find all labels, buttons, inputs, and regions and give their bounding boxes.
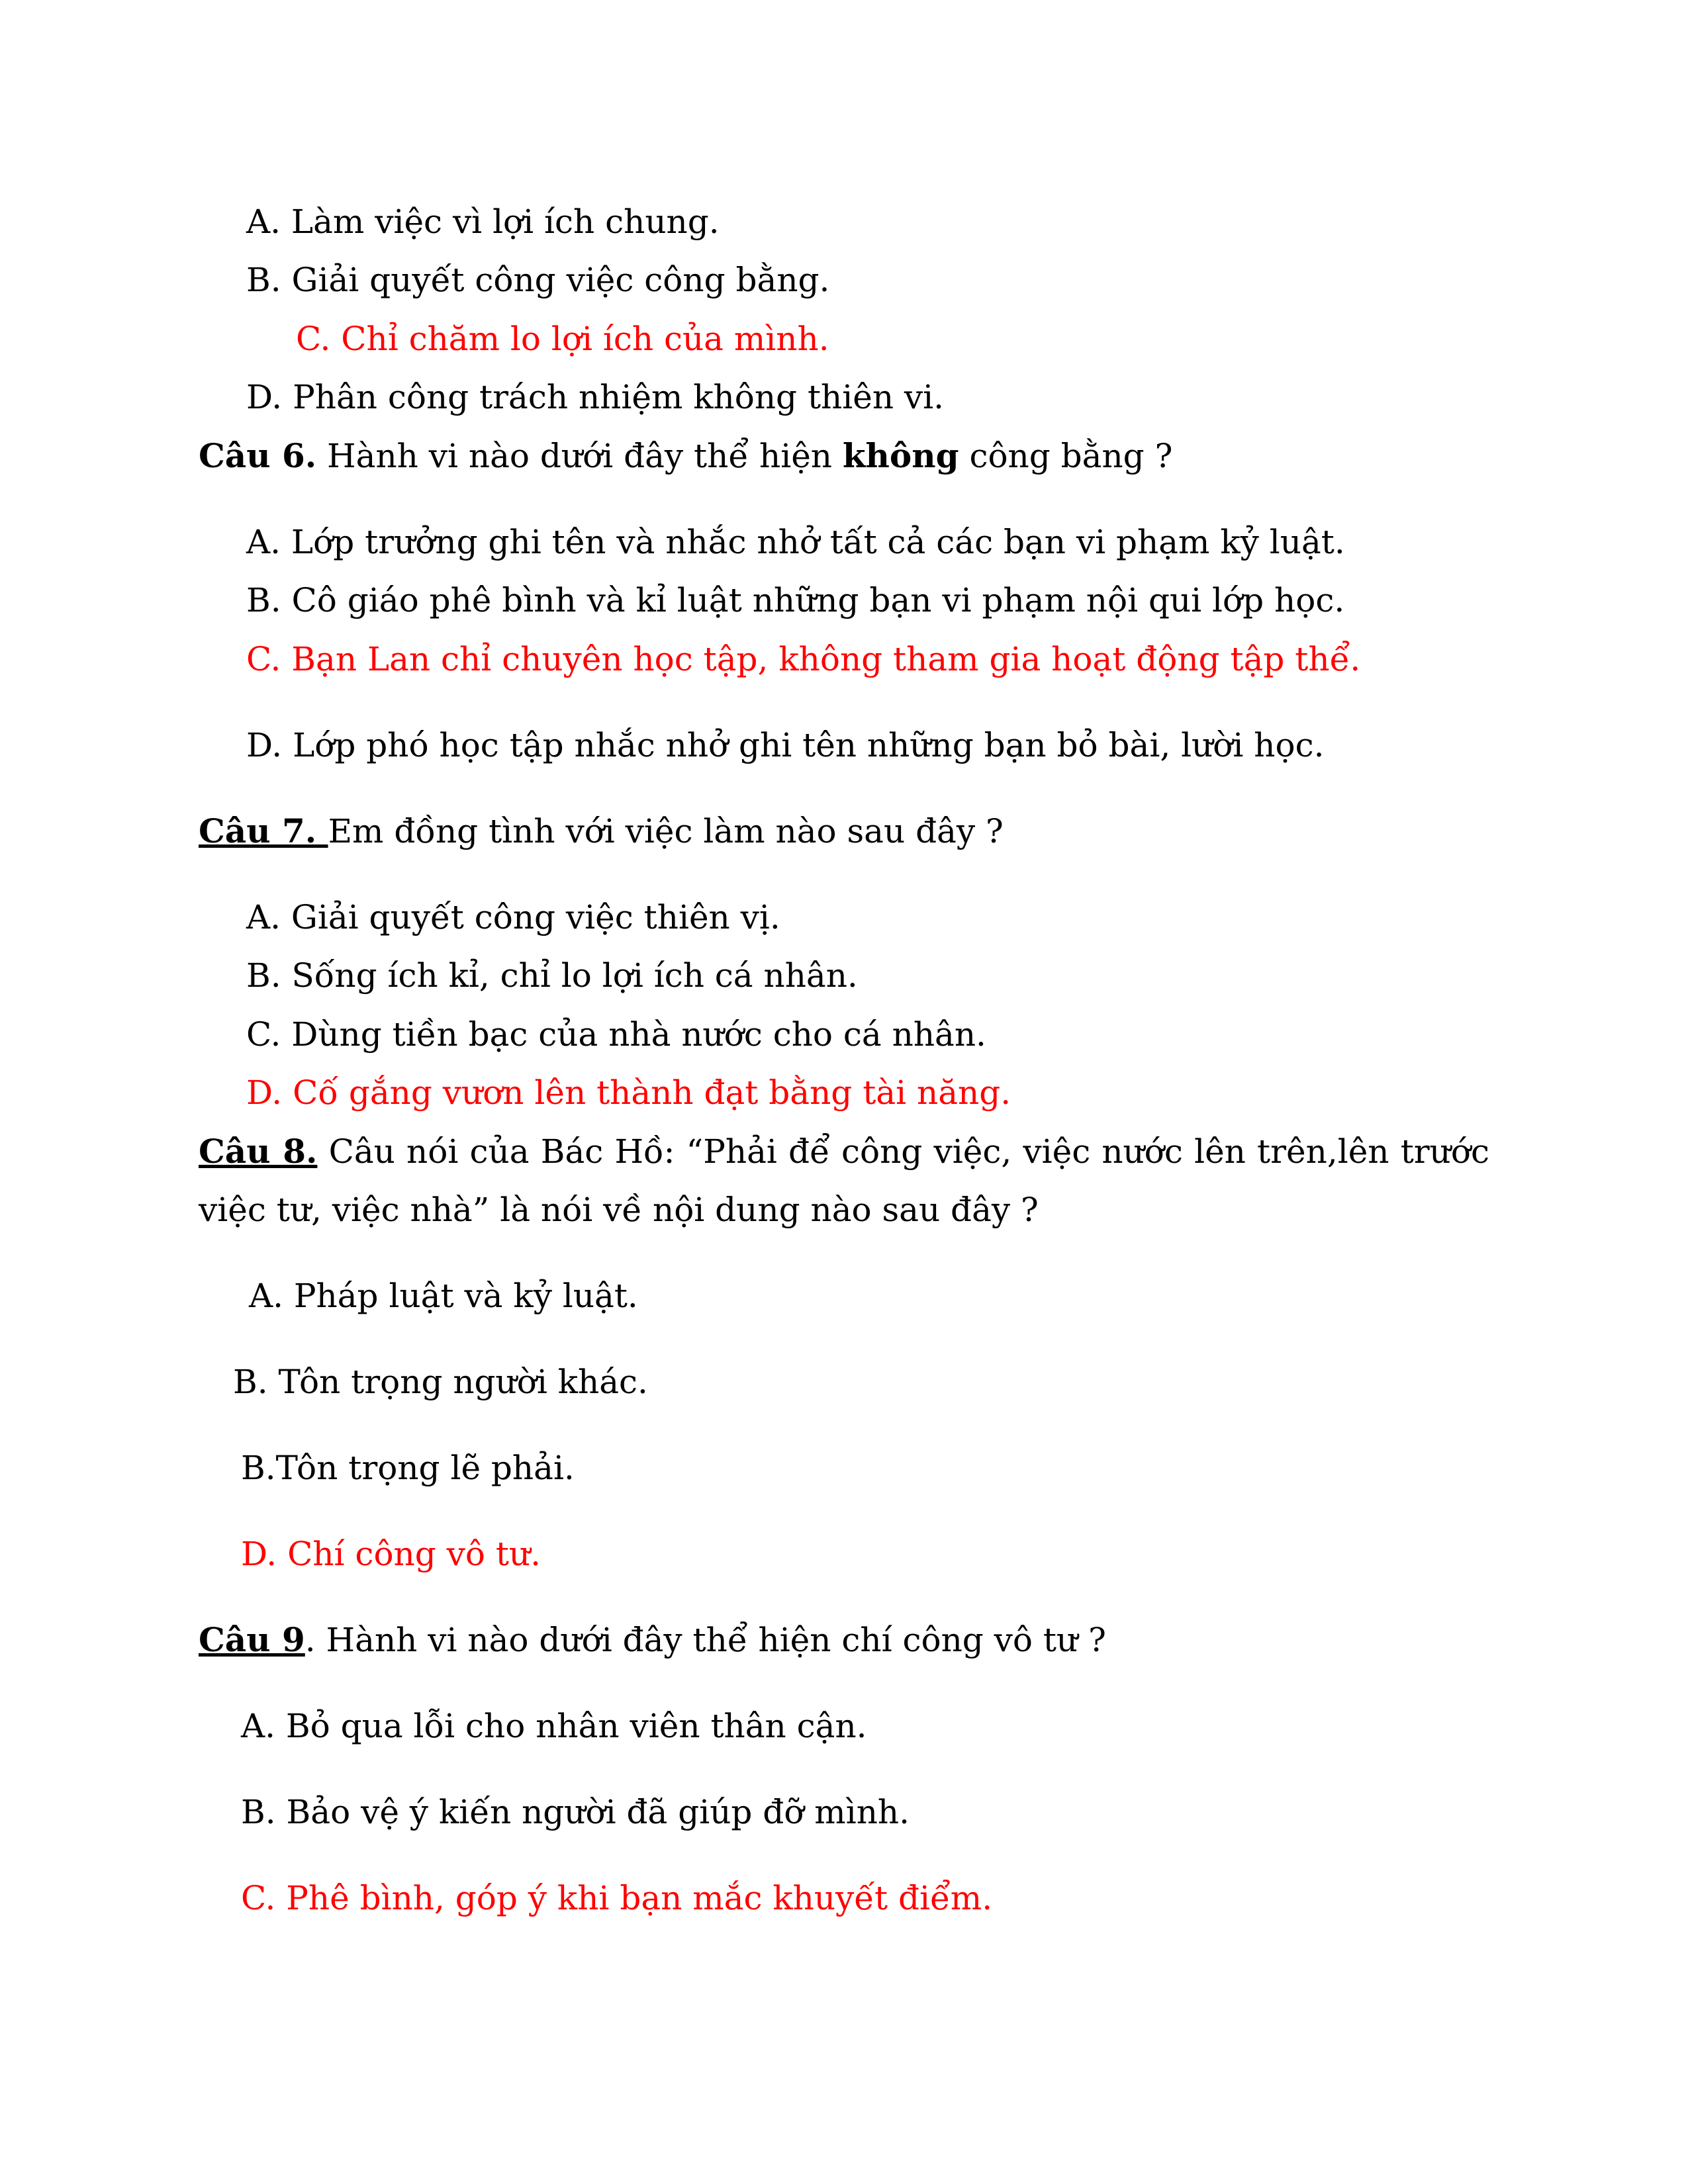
q8-option-b: B. Tôn trọng người khác.: [233, 1363, 648, 1401]
q7-label: Câu 7.: [199, 811, 328, 850]
q7-option-b: B. Sống ích kỉ, chỉ lo lợi ích cá nhân.: [246, 956, 858, 995]
q5-option-a: A. Làm việc vì lợi ích chung.: [246, 203, 720, 241]
q9-option-a: A. Bỏ qua lỗi cho nhân viên thân cận.: [241, 1707, 867, 1745]
q5-option-d: D. Phân công trách nhiệm không thiên vi.: [246, 378, 945, 416]
q6-option-c-answer: C. Bạn Lan chỉ chuyên học tập, không tham gia hoạt động tập thể.: [246, 640, 1361, 678]
q9-option-b: B. Bảo vệ ý kiến người đã giúp đỡ mình.: [241, 1793, 910, 1831]
q8-question-line2: việc tư, việc nhà” là nói về nội dung nào sau đây ?: [199, 1191, 1039, 1229]
q6-question: [199, 433, 1172, 479]
q7-text: Em đồng tình với việc làm nào sau đây ?: [328, 812, 1004, 850]
q6-emphasis: không: [842, 436, 959, 475]
q8-option-a: A. Pháp luật và kỷ luật.: [249, 1277, 638, 1315]
q9-option-c-answer: C. Phê bình, góp ý khi bạn mắc khuyết điểm.: [241, 1879, 993, 1917]
q8-line1-text: Câu nói của Bác Hồ: “Phải để công việc, việc nước lên trên,lên trước: [317, 1132, 1489, 1171]
q9-label: Câu 9: [199, 1620, 305, 1659]
q8-question-line1: [199, 1128, 1489, 1175]
q8-option-d-answer: D. Chí công vô tư.: [241, 1535, 541, 1573]
q8-label: Câu 8.: [199, 1132, 318, 1171]
q7-question: [199, 808, 1004, 854]
q7-option-d-answer: D. Cố gắng vươn lên thành đạt bằng tài năng.: [246, 1073, 1011, 1112]
q9-text: . Hành vi nào dưới đây thể hiện chí công vô tư ?: [305, 1621, 1106, 1659]
q6-option-a: A. Lớp trưởng ghi tên và nhắc nhở tất cả các bạn vi phạm kỷ luật.: [246, 523, 1345, 561]
q6-text-after: công bằng ?: [959, 437, 1173, 475]
q5-option-c-answer: C. Chỉ chăm lo lợi ích của mình.: [296, 320, 829, 358]
q6-label: Câu 6.: [199, 436, 317, 475]
q6-option-d: D. Lớp phó học tập nhắc nhở ghi tên những bạn bỏ bài, lười học.: [246, 726, 1325, 764]
q5-option-b: B. Giải quyết công việc công bằng.: [246, 261, 830, 299]
q6-option-b: B. Cô giáo phê bình và kỉ luật những bạn vi phạm nội qui lớp học.: [246, 581, 1345, 619]
q9-question: [199, 1617, 1106, 1663]
q8-option-c: B.Tôn trọng lẽ phải.: [241, 1449, 575, 1487]
q7-option-c: C. Dùng tiền bạc của nhà nước cho cá nhân.: [246, 1015, 986, 1054]
q7-option-a: A. Giải quyết công việc thiên vị.: [246, 898, 780, 936]
q6-text-before: Hành vi nào dưới đây thể hiện: [316, 437, 843, 475]
